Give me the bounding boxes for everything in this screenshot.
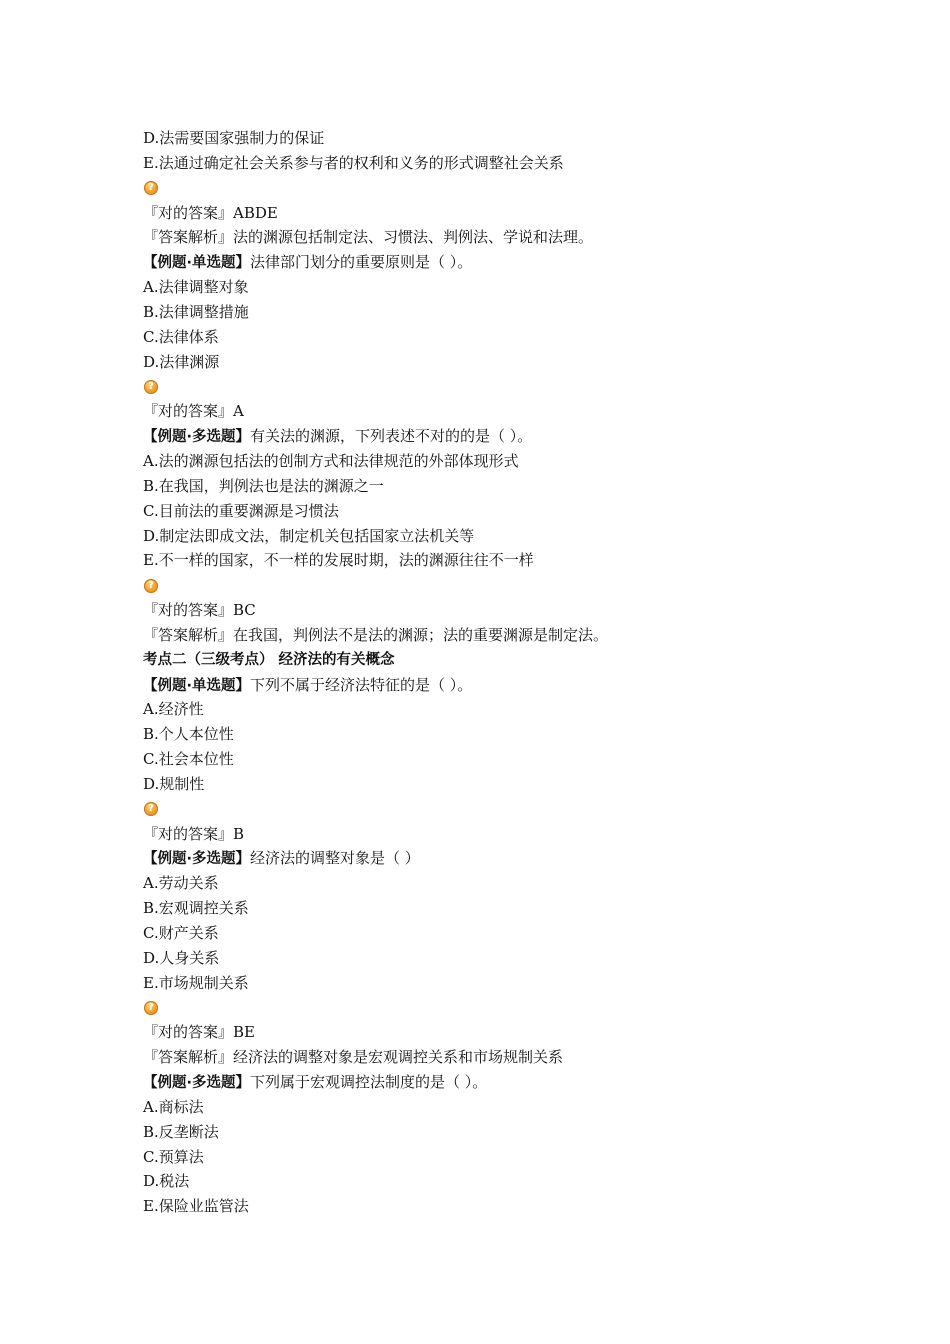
answer-toggle-row [143,176,883,201]
option-line: C.财产关系 [143,924,219,942]
question-text: 经济法的调整对象是（ ） [250,849,420,868]
option-line: B.在我国，判例法也是法的渊源之一 [143,476,384,495]
help-icon[interactable] [144,802,158,816]
help-icon[interactable] [144,1001,158,1015]
correct-answer: 『对的答案』BC [143,601,256,620]
question-stem [143,673,883,698]
option-line: A.经济性 [143,700,204,719]
help-icon[interactable] [144,380,158,394]
option-line: D.法需要国家强制力的保证 [143,129,325,147]
option-line: D.制定法即成文法，制定机关包括国家立法机关等 [143,526,475,545]
answer-toggle-row [143,573,883,598]
option-line: C.社会本位性 [143,750,234,769]
correct-answer: 『对的答案』BE [143,1023,255,1042]
option-line: B.宏观调控关系 [143,899,249,918]
option-line: E.市场规制关系 [143,973,249,992]
answer-toggle-row [143,374,883,399]
question-type-label: 【例题·单选题】 [143,677,251,694]
question-text: 下列不属于经济法特征的是（ ）。 [250,675,473,694]
question-type-label: 【例题·多选题】 [143,1075,251,1092]
option-line: D.税法 [143,1172,190,1191]
option-line: C.目前法的重要渊源是习惯法 [143,501,339,520]
answer-toggle-row [143,797,883,822]
option-line: A.商标法 [143,1097,204,1116]
option-line: E.法通过确定社会关系参与者的权利和义务的形式调整社会关系 [143,153,564,172]
question-text: 下列属于宏观调控法制度的是（ ）。 [250,1073,488,1092]
option-line: D.规制性 [143,774,205,793]
question-type-label: 【例题·单选题】 [143,255,251,272]
correct-answer: 『对的答案』ABDE [143,203,278,222]
option-line: E.不一样的国家，不一样的发展时期，法的渊源往往不一样 [143,551,534,570]
question-text: 有关法的渊源，下列表述不对的的是（ ）。 [250,427,533,446]
option-line: B.法律调整措施 [143,302,249,321]
correct-answer: 『对的答案』A [143,402,244,421]
help-icon[interactable] [144,181,158,195]
question-text: 法律部门划分的重要原则是（ ）。 [250,253,473,272]
answer-toggle-row [143,996,883,1021]
question-stem [143,424,883,449]
option-line: C.预算法 [143,1147,204,1166]
option-line: B.反垄断法 [143,1122,219,1141]
option-line: A.劳动关系 [143,874,219,893]
question-stem [143,846,883,871]
section-heading: 考点二（三级考点） 经济法的有关概念 [143,651,395,668]
answer-explanation: 『答案解析』在我国，判例法不是法的渊源；法的重要渊源是制定法。 [143,625,609,644]
document-body [143,126,883,1219]
option-line: C.法律体系 [143,327,219,346]
option-line: D.法律渊源 [143,352,220,371]
help-icon[interactable] [144,579,158,593]
option-line: A.法的渊源包括法的创制方式和法律规范的外部体现形式 [143,451,519,470]
option-line: B.个人本位性 [143,725,234,744]
question-type-label: 【例题·多选题】 [143,851,251,868]
question-stem [143,250,883,275]
answer-explanation: 『答案解析』法的渊源包括制定法、习惯法、判例法、学说和法理。 [143,228,594,247]
option-line: A.法律调整对象 [143,278,249,297]
option-line: E.保险业监管法 [143,1197,249,1216]
option-line: D.人身关系 [143,948,220,967]
question-stem [143,1070,883,1095]
answer-explanation: 『答案解析』经济法的调整对象是宏观调控关系和市场规制关系 [143,1048,564,1067]
question-type-label: 【例题·多选题】 [143,429,251,446]
correct-answer: 『对的答案』B [143,824,245,843]
